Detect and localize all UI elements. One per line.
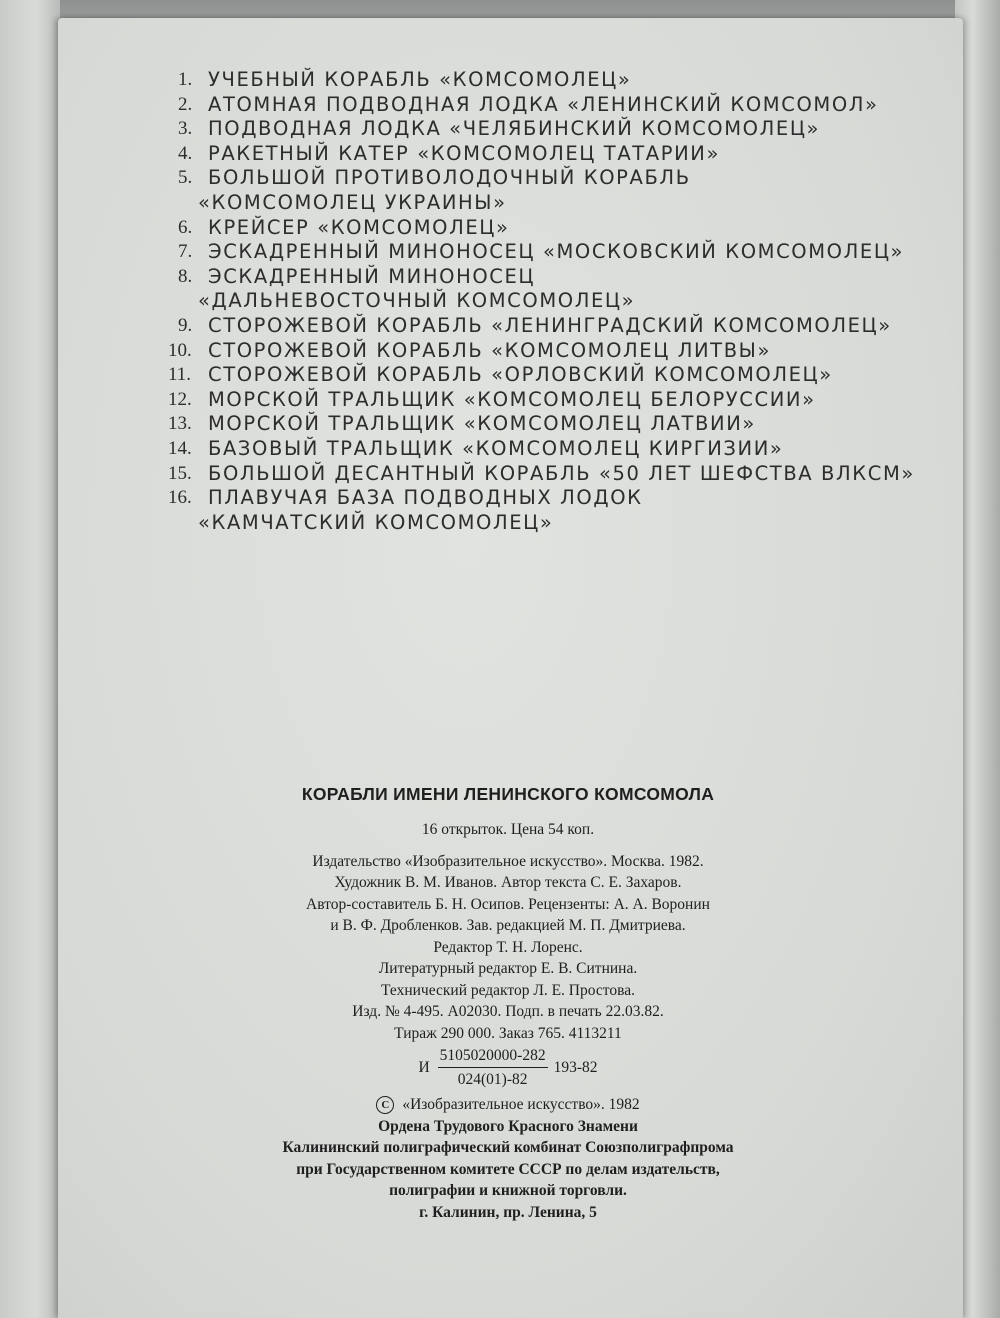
ship-name-continued: «КОМСОМОЛЕЦ УКРАИНЫ» [198, 190, 507, 214]
list-item: 5. БОЛЬШОЙ ПРОТИВОЛОДОЧНЫЙ КОРАБЛЬ «КОМСОМОЛЕЦ УКРАИНЫ» [178, 166, 691, 214]
ship-name: СТОРОЖЕВОЙ КОРАБЛЬ «ЛЕНИНГРАДСКИЙ КОМСОМОЛЕЦ» [208, 313, 892, 337]
catalog-code-denominator: 024(01)-82 [457, 1071, 528, 1088]
catalog-code-fraction [438, 1046, 548, 1090]
technical-editor-line: Технический редактор Л. Е. Простова. [381, 981, 635, 999]
list-item: 8. ЭСКАДРЕННЫЙ МИНОНОСЕЦ «ДАЛЬНЕВОСТОЧНЫЙ КОМСОМОЛЕЦ» [178, 264, 636, 313]
list-item: 9. СТОРОЖЕВОЙ КОРАБЛЬ «ЛЕНИНГРАДСКИЙ КОМСОМОЛЕЦ» [178, 313, 892, 337]
list-item: 11. СТОРОЖЕВОЙ КОРАБЛЬ «ОРЛОВСКИЙ КОМСОМОЛЕЦ» [168, 363, 833, 387]
editor-line: Редактор Т. Н. Лоренс. [433, 938, 583, 956]
list-item: 4. РАКЕТНЫЙ КАТЕР «КОМСОМОЛЕЦ ТАТАРИИ» [178, 141, 720, 165]
imprint-block [188, 784, 828, 1223]
list-item: 1. УЧЕБНЫЙ КОРАБЛЬ «КОМСОМОЛЕЦ» [178, 68, 632, 91]
order-line: Ордена Трудового Красного Знамени [378, 1117, 638, 1135]
background-left-card [0, 0, 60, 1318]
ship-name: ПЛАВУЧАЯ БАЗА ПОДВОДНЫХ ЛОДОК [208, 486, 643, 510]
ship-name: РАКЕТНЫЙ КАТЕР «КОМСОМОЛЕЦ ТАТАРИИ» [208, 141, 720, 165]
catalog-code [188, 1046, 828, 1090]
count-price: 16 открыток. Цена 54 коп. [421, 821, 595, 838]
ship-name: БАЗОВЫЙ ТРАЛЬЩИК «КОМСОМОЛЕЦ КИРГИЗИИ» [208, 436, 784, 460]
reviewers-continued-line: и В. Ф. Дробленков. Зав. редакцией М. П. Дмитриева. [330, 917, 686, 934]
committee-line: при Государственном комитете СССР по делам издательств, [296, 1160, 720, 1178]
list-item: 7. ЭСКАДРЕННЫЙ МИНОНОСЕЦ «МОСКОВСКИЙ КОМСОМОЛЕЦ» [178, 240, 905, 264]
list-item: 12. МОРСКОЙ ТРАЛЬЩИК «КОМСОМОЛЕЦ БЕЛОРУССИИ» [168, 387, 816, 411]
ship-list [168, 68, 915, 535]
copyright-line [188, 1094, 828, 1116]
circulation-line: Тираж 290 000. Заказ 765. 4113211 [394, 1024, 622, 1042]
publisher-line: Издательство «Изобразительное искусство». Москва. 1982. [312, 852, 704, 870]
catalog-code-prefix: И [418, 1059, 430, 1076]
ship-name: СТОРОЖЕВОЙ КОРАБЛЬ «КОМСОМОЛЕЦ ЛИТВЫ» [208, 338, 772, 362]
ship-name: БОЛЬШОЙ ПРОТИВОЛОДОЧНЫЙ КОРАБЛЬ [208, 166, 691, 190]
ship-name: ЭСКАДРЕННЫЙ МИНОНОСЕЦ «МОСКОВСКИЙ КОМСОМОЛЕЦ» [208, 240, 905, 264]
literary-editor-line: Литературный редактор Е. В. Ситнина. [378, 960, 638, 977]
catalog-code-suffix: 193-82 [553, 1059, 598, 1076]
printing-plant-line: Калининский полиграфический комбинат Союзполиграфпрома [282, 1139, 734, 1156]
ship-name-continued: «КАМЧАТСКИЙ КОМСОМОЛЕЦ» [198, 510, 554, 534]
ship-name: АТОМНАЯ ПОДВОДНАЯ ЛОДКА «ЛЕНИНСКИЙ КОМСОМОЛ» [208, 92, 879, 116]
list-item: 16. ПЛАВУЧАЯ БАЗА ПОДВОДНЫХ ЛОДОК «КАМЧАТСКИЙ КОМСОМОЛЕЦ» [168, 486, 643, 534]
print-info-line: Изд. № 4-495. А02030. Подп. в печать 22.03.82. [352, 1003, 664, 1020]
list-item: 3. ПОДВОДНАЯ ЛОДКА «ЧЕЛЯБИНСКИЙ КОМСОМОЛЕЦ» [178, 117, 821, 141]
list-item: 15. БОЛЬШОЙ ДЕСАНТНЫЙ КОРАБЛЬ «50 ЛЕТ ШЕФСТВА ВЛКСМ» [168, 461, 915, 485]
compiler-reviewers-line: Автор-составитель Б. Н. Осипов. Рецензенты: А. А. Воронин [306, 895, 710, 913]
list-item: 2. АТОМНАЯ ПОДВОДНАЯ ЛОДКА «ЛЕНИНСКИЙ КОМСОМОЛ» [178, 92, 879, 116]
ship-name: СТОРОЖЕВОЙ КОРАБЛЬ «ОРЛОВСКИЙ КОМСОМОЛЕЦ» [208, 363, 833, 387]
committee-continued-line: полиграфии и книжной торговли. [389, 1182, 627, 1199]
address-line: г. Калинин, пр. Ленина, 5 [419, 1203, 597, 1221]
ship-name: ПОДВОДНАЯ ЛОДКА «ЧЕЛЯБИНСКИЙ КОМСОМОЛЕЦ» [208, 117, 821, 141]
list-item: 10. СТОРОЖЕВОЙ КОРАБЛЬ «КОМСОМОЛЕЦ ЛИТВЫ» [168, 338, 772, 362]
list-item: 6. КРЕЙСЕР «КОМСОМОЛЕЦ» [178, 215, 510, 239]
artist-author-line: Художник В. М. Иванов. Автор текста С. Е. Захаров. [334, 874, 682, 891]
postcard-set-back-page [58, 18, 963, 1318]
ship-name: МОРСКОЙ ТРАЛЬЩИК «КОМСОМОЛЕЦ ЛАТВИИ» [208, 412, 756, 436]
ship-name-continued: «ДАЛЬНЕВОСТОЧНЫЙ КОМСОМОЛЕЦ» [198, 289, 636, 313]
list-item: 13. МОРСКОЙ ТРАЛЬЩИК «КОМСОМОЛЕЦ ЛАТВИИ» [168, 412, 756, 436]
ship-name: МОРСКОЙ ТРАЛЬЩИК «КОМСОМОЛЕЦ БЕЛОРУССИИ» [208, 387, 816, 411]
ship-name: УЧЕБНЫЙ КОРАБЛЬ «КОМСОМОЛЕЦ» [208, 68, 632, 91]
list-item: 14. БАЗОВЫЙ ТРАЛЬЩИК «КОМСОМОЛЕЦ КИРГИЗИИ» [168, 436, 784, 460]
ship-name: ЭСКАДРЕННЫЙ МИНОНОСЕЦ [208, 264, 536, 288]
ship-name: КРЕЙСЕР «КОМСОМОЛЕЦ» [208, 215, 510, 239]
catalog-code-numerator: 5105020000-282 [438, 1046, 548, 1068]
copyright-icon: C [376, 1096, 394, 1114]
ship-name: БОЛЬШОЙ ДЕСАНТНЫЙ КОРАБЛЬ «50 ЛЕТ ШЕФСТВА ВЛКСМ» [208, 461, 915, 485]
set-title: КОРАБЛИ ИМЕНИ ЛЕНИНСКОГО КОМСОМОЛА [301, 784, 715, 804]
copyright-text: «Изобразительное искусство». 1982 [402, 1096, 640, 1113]
